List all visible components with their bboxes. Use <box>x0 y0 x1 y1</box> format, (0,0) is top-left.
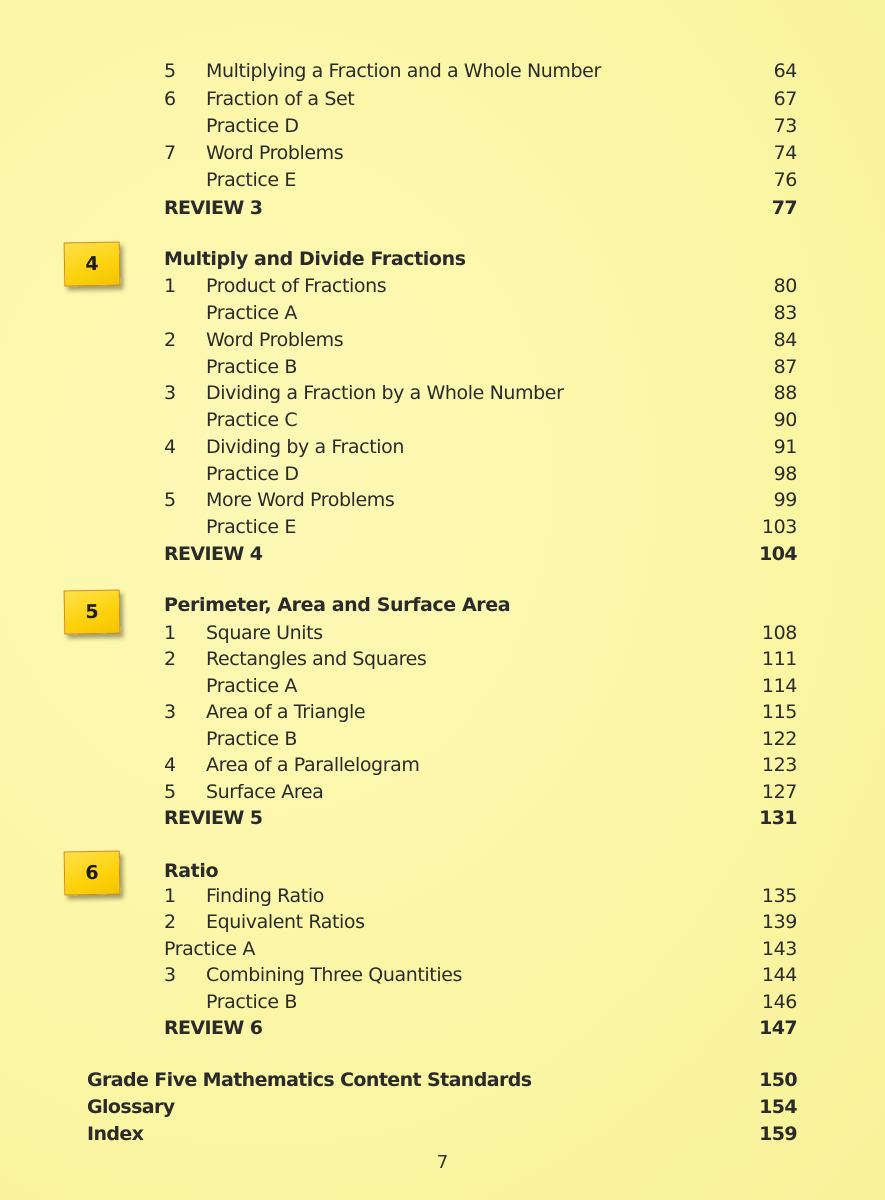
page-number: 104 <box>759 543 797 565</box>
practice-title: Practice A <box>206 302 297 324</box>
lesson-title: Multiplying a Fraction and a Whole Number <box>206 60 601 82</box>
toc-entry[interactable] <box>0 699 885 725</box>
lesson-title: Dividing a Fraction by a Whole Number <box>206 382 564 404</box>
page-number: 88 <box>773 382 797 404</box>
toc-entry[interactable] <box>0 434 885 460</box>
lesson-number: 6 <box>164 88 176 110</box>
toc-entry[interactable] <box>0 300 885 326</box>
back-matter-title: Glossary <box>87 1096 175 1118</box>
lesson-number: 1 <box>164 885 176 907</box>
toc-entry[interactable] <box>0 354 885 380</box>
lesson-number: 3 <box>164 701 176 723</box>
toc-entry[interactable] <box>0 673 885 699</box>
toc-entry[interactable] <box>0 936 885 962</box>
lesson-title: Product of Fractions <box>206 275 387 297</box>
chapter-badge: 4 <box>64 242 121 287</box>
lesson-title: Word Problems <box>206 142 344 164</box>
chapter-badge: 6 <box>64 851 121 896</box>
toc-entry[interactable] <box>0 779 885 805</box>
page-number: 115 <box>761 701 797 723</box>
page-number: 123 <box>761 754 797 776</box>
toc-entry[interactable] <box>0 327 885 353</box>
practice-title: Practice B <box>206 356 297 378</box>
toc-entry[interactable] <box>0 883 885 909</box>
back-matter-title: Index <box>87 1123 144 1145</box>
practice-title: Practice A <box>164 938 255 960</box>
folio-page-number: 7 <box>436 1152 449 1173</box>
toc-review-entry[interactable] <box>0 541 885 567</box>
page-number: 114 <box>761 675 797 697</box>
review-title: REVIEW 5 <box>164 807 263 829</box>
lesson-title: Finding Ratio <box>206 885 324 907</box>
page-number: 135 <box>761 885 797 907</box>
chapter-badge: 5 <box>64 590 121 635</box>
lesson-number: 4 <box>164 754 176 776</box>
review-title: REVIEW 6 <box>164 1017 263 1039</box>
page-number: 84 <box>773 329 797 351</box>
lesson-title: Dividing by a Fraction <box>206 436 404 458</box>
page-number: 64 <box>773 60 797 82</box>
practice-title: Practice E <box>206 516 296 538</box>
page-number: 143 <box>761 938 797 960</box>
lesson-number: 2 <box>164 648 176 670</box>
toc-review-entry[interactable] <box>0 195 885 221</box>
page-number: 90 <box>773 409 797 431</box>
lesson-title: Surface Area <box>206 781 324 803</box>
chapter-title: Perimeter, Area and Surface Area <box>164 594 511 616</box>
toc-review-entry[interactable] <box>0 1015 885 1041</box>
page-number: 98 <box>773 463 797 485</box>
practice-title: Practice D <box>206 463 299 485</box>
page-number: 67 <box>773 88 797 110</box>
page-number: 80 <box>773 275 797 297</box>
practice-title: Practice C <box>206 409 298 431</box>
lesson-title: Area of a Triangle <box>206 701 366 723</box>
toc-entry[interactable] <box>0 273 885 299</box>
chapter-heading[interactable] <box>0 592 885 618</box>
page-number: 74 <box>773 142 797 164</box>
practice-title: Practice A <box>206 675 297 697</box>
page-number: 103 <box>761 516 797 538</box>
toc-entry[interactable] <box>0 113 885 139</box>
toc-entry[interactable] <box>0 380 885 406</box>
practice-title: Practice E <box>206 169 296 191</box>
chapter-title: Multiply and Divide Fractions <box>164 248 466 270</box>
lesson-title: Area of a Parallelogram <box>206 754 420 776</box>
toc-entry-standards[interactable] <box>0 1067 885 1093</box>
chapter-heading[interactable] <box>0 858 885 884</box>
lesson-number: 1 <box>164 275 176 297</box>
page-number: 77 <box>771 197 797 219</box>
toc-entry[interactable] <box>0 752 885 778</box>
lesson-title: Fraction of a Set <box>206 88 355 110</box>
page-number: 144 <box>761 964 797 986</box>
lesson-title: Square Units <box>206 622 323 644</box>
practice-title: Practice B <box>206 728 297 750</box>
toc-entry[interactable] <box>0 140 885 166</box>
lesson-number: 2 <box>164 329 176 351</box>
page-number: 159 <box>759 1123 797 1145</box>
toc-entry[interactable] <box>0 620 885 646</box>
page-number: 131 <box>759 807 797 829</box>
page-number: 127 <box>761 781 797 803</box>
lesson-title: Rectangles and Squares <box>206 648 427 670</box>
lesson-title: More Word Problems <box>206 489 395 511</box>
lesson-number: 3 <box>164 382 176 404</box>
page-number: 83 <box>773 302 797 324</box>
lesson-number: 5 <box>164 60 176 82</box>
review-title: REVIEW 3 <box>164 197 263 219</box>
page-number: 139 <box>761 911 797 933</box>
lesson-title: Equivalent Ratios <box>206 911 365 933</box>
review-title: REVIEW 4 <box>164 543 263 565</box>
lesson-title: Combining Three Quantities <box>206 964 462 986</box>
lesson-title: Word Problems <box>206 329 344 351</box>
lesson-number: 2 <box>164 911 176 933</box>
toc-entry[interactable] <box>0 726 885 752</box>
toc-entry[interactable] <box>0 58 885 84</box>
back-matter-title: Grade Five Mathematics Content Standards <box>87 1069 532 1091</box>
toc-entry[interactable] <box>0 962 885 988</box>
page-number: 122 <box>761 728 797 750</box>
chapter-heading[interactable] <box>0 246 885 272</box>
page-number: 99 <box>773 489 797 511</box>
toc-entry-glossary[interactable] <box>0 1094 885 1120</box>
lesson-number: 3 <box>164 964 176 986</box>
page-number: 76 <box>773 169 797 191</box>
toc-entry[interactable] <box>0 646 885 672</box>
toc-entry[interactable] <box>0 909 885 935</box>
page-number: 87 <box>773 356 797 378</box>
toc-entry[interactable] <box>0 407 885 433</box>
lesson-number: 1 <box>164 622 176 644</box>
toc-entry[interactable] <box>0 989 885 1015</box>
practice-title: Practice D <box>206 115 299 137</box>
page-number: 91 <box>773 436 797 458</box>
toc-entry[interactable] <box>0 514 885 540</box>
chapter-title: Ratio <box>164 860 219 882</box>
toc-entry[interactable] <box>0 86 885 112</box>
page-number: 108 <box>761 622 797 644</box>
toc-review-entry[interactable] <box>0 805 885 831</box>
page-number: 146 <box>761 991 797 1013</box>
lesson-number: 5 <box>164 489 176 511</box>
toc-entry-index[interactable] <box>0 1121 885 1147</box>
toc-entry[interactable] <box>0 167 885 193</box>
toc-entry[interactable] <box>0 461 885 487</box>
lesson-number: 7 <box>164 142 176 164</box>
practice-title: Practice B <box>206 991 297 1013</box>
lesson-number: 4 <box>164 436 176 458</box>
page-number: 150 <box>759 1069 797 1091</box>
page-number: 154 <box>759 1096 797 1118</box>
page-number: 73 <box>773 115 797 137</box>
toc-entry[interactable] <box>0 487 885 513</box>
lesson-number: 5 <box>164 781 176 803</box>
page-number: 147 <box>759 1017 797 1039</box>
page-number: 111 <box>761 648 797 670</box>
